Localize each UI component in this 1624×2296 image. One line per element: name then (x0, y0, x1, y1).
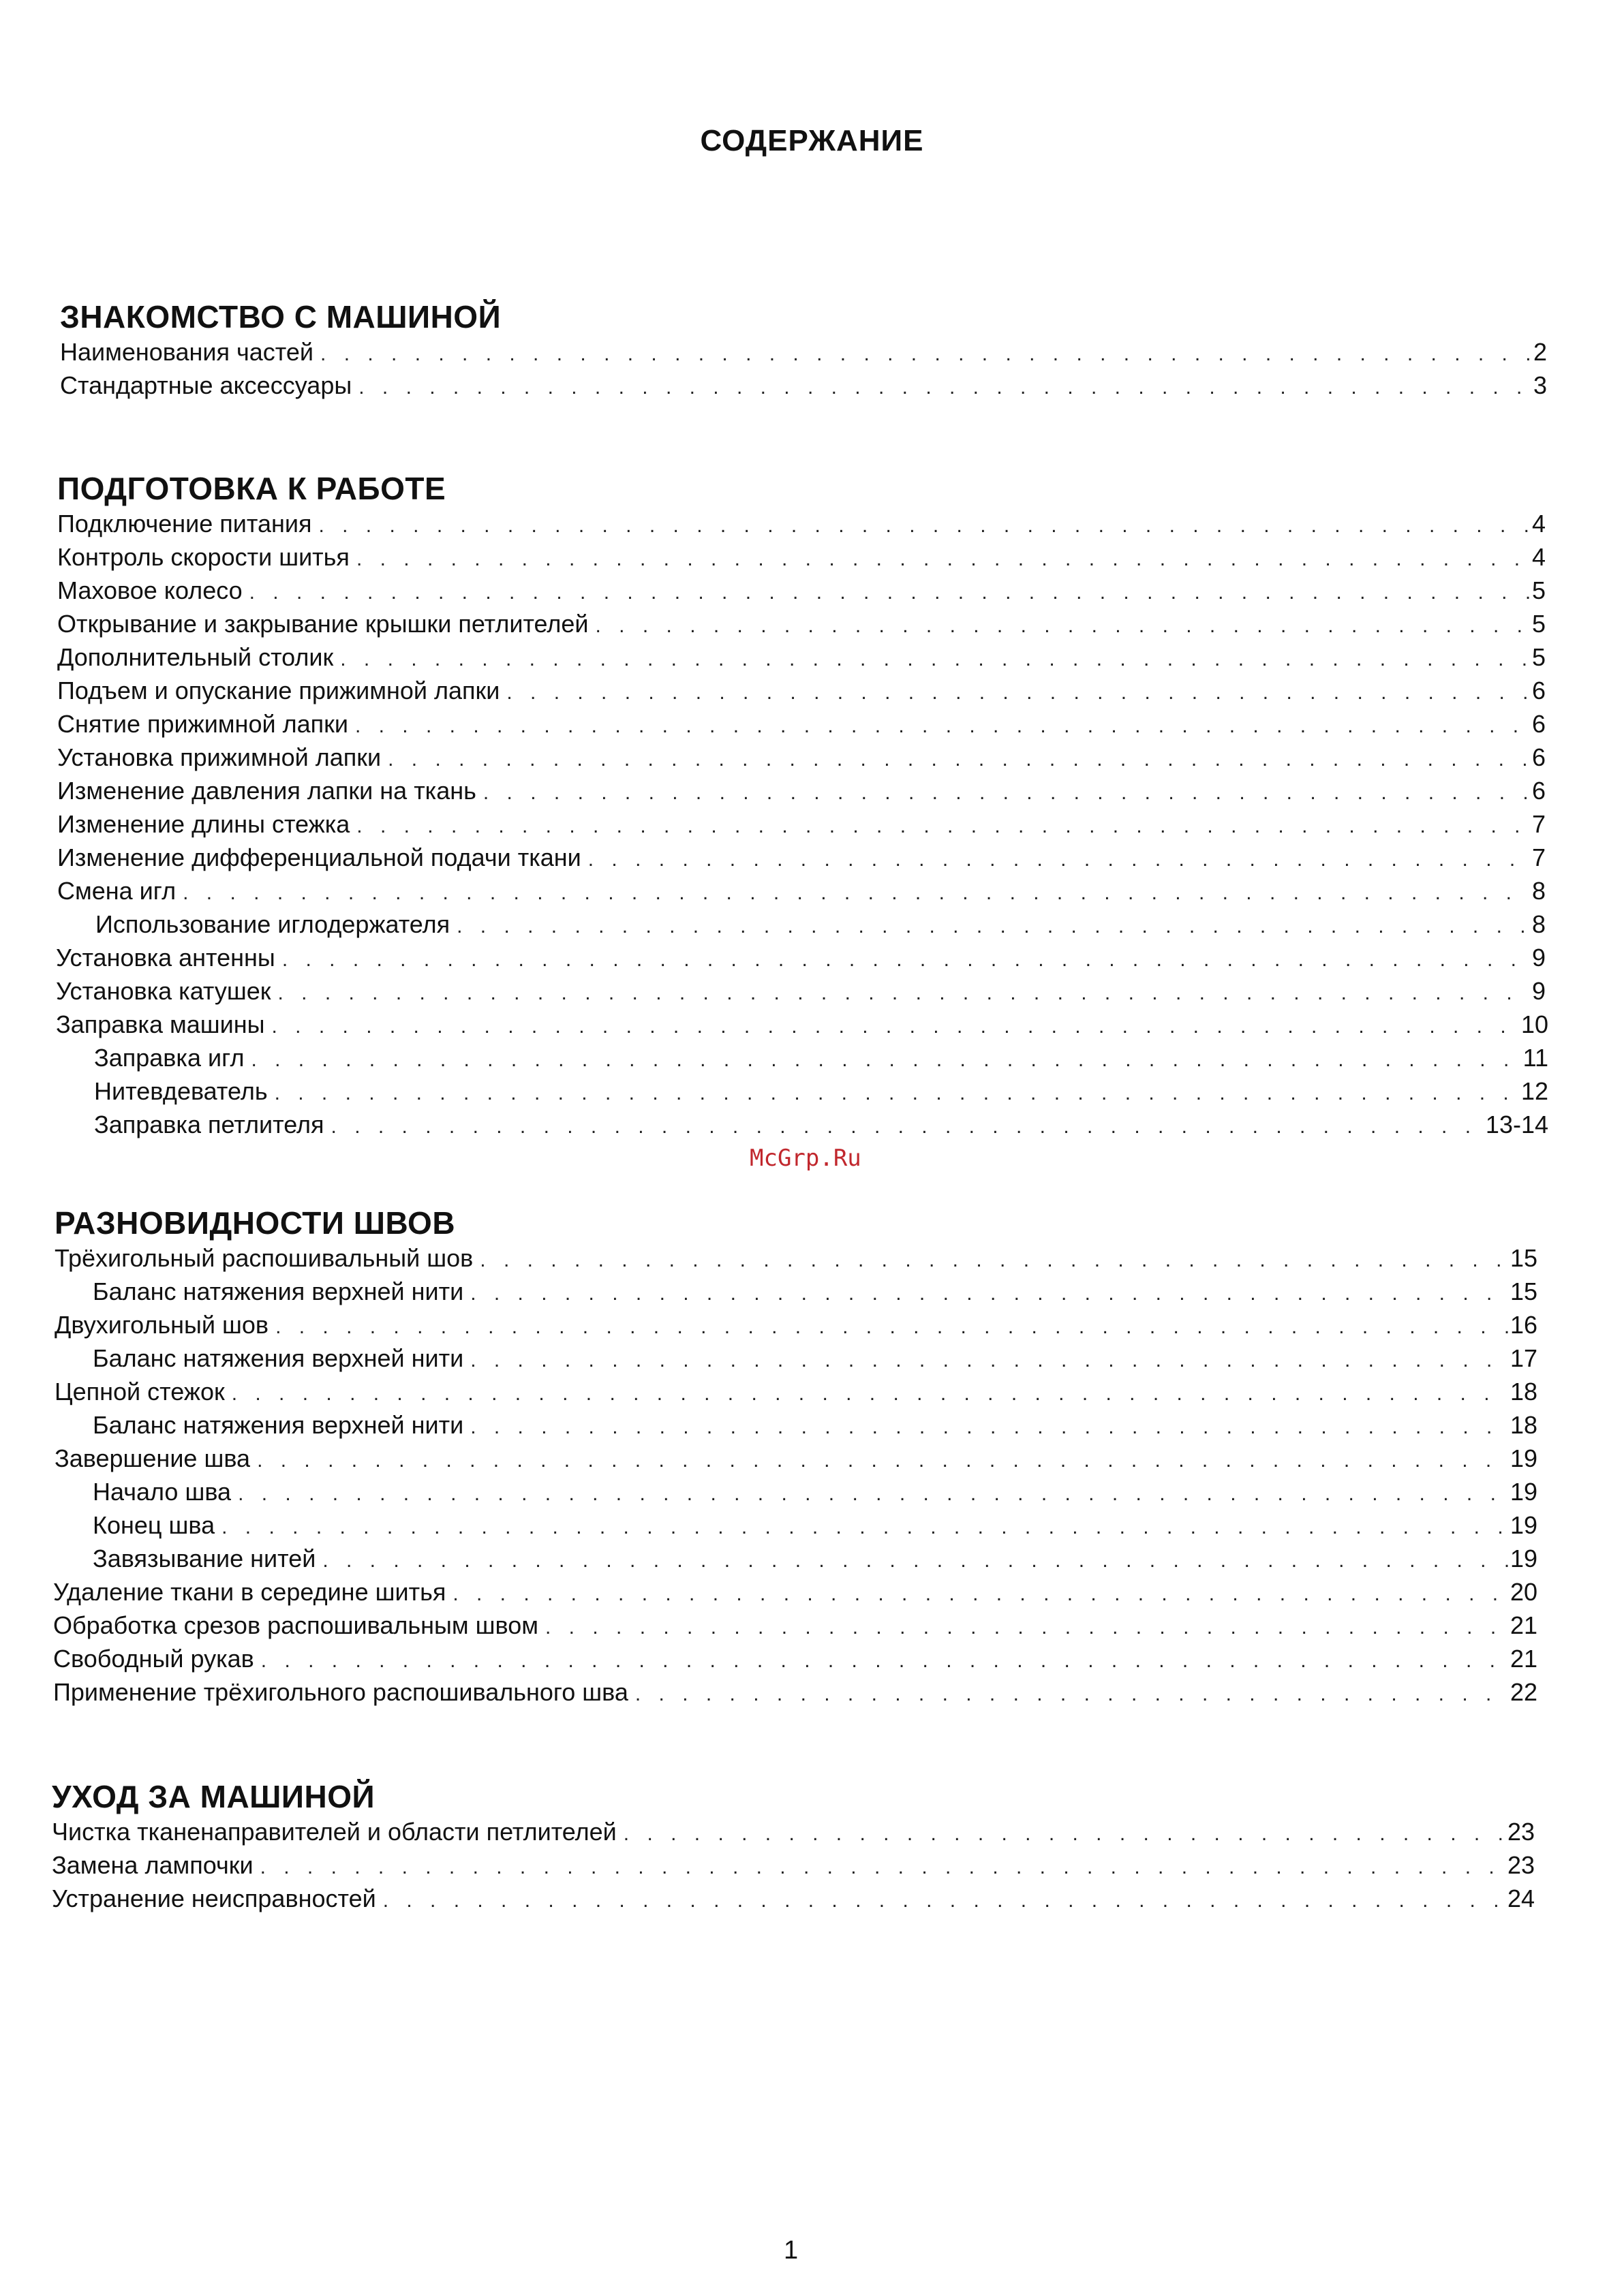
toc-entry[interactable] (52, 1818, 1535, 1850)
toc-entry[interactable] (52, 1884, 1535, 1917)
dot-leader (356, 548, 1531, 571)
toc-entry[interactable] (57, 743, 1546, 776)
toc-entry-page: 12 (1520, 1077, 1548, 1105)
section-heading-intro: ЗНАКОМСТВО С МАШИНОЙ (60, 299, 502, 335)
toc-entry[interactable] (53, 1678, 1537, 1711)
toc-entry-page: 4 (1531, 510, 1546, 538)
toc-entry-label: Баланс натяжения верхней нити (93, 1411, 464, 1439)
dot-leader (388, 748, 1531, 771)
toc-entry[interactable] (57, 877, 1546, 910)
dot-leader (356, 815, 1531, 838)
toc-entry[interactable] (55, 1378, 1537, 1410)
toc-entry[interactable] (57, 777, 1546, 809)
toc-entry-label: Чистка тканенаправителей и области петлителей (52, 1818, 617, 1846)
dot-leader (322, 1549, 1509, 1572)
toc-entry-label: Начало шва (93, 1478, 232, 1506)
dot-leader (272, 1015, 1520, 1038)
toc-entry[interactable] (56, 1010, 1548, 1043)
dot-leader (453, 1583, 1509, 1606)
toc-entry-page: 18 (1510, 1378, 1537, 1406)
toc-entry-label: Использование иглодержателя (95, 910, 450, 938)
section-heading-prep: ПОДГОТОВКА К РАБОТЕ (57, 471, 446, 506)
toc-entry[interactable] (57, 843, 1546, 876)
dot-leader (261, 1649, 1509, 1673)
toc-entry-page: 6 (1531, 743, 1546, 771)
dot-leader (355, 715, 1531, 738)
toc-entry-label: Смена игл (57, 877, 177, 905)
toc-entry[interactable] (60, 371, 1547, 404)
toc-entry-label: Баланс натяжения верхней нити (93, 1344, 464, 1372)
toc-entry-label: Установка прижимной лапки (57, 743, 382, 771)
toc-entry-label: Двухигольный шов (55, 1311, 269, 1339)
dot-leader (506, 681, 1531, 704)
toc-entry-label: Конец шва (93, 1511, 215, 1539)
toc-entry-page: 18 (1510, 1411, 1537, 1439)
toc-entry-page: 9 (1531, 944, 1546, 972)
toc-entry-page: 11 (1522, 1044, 1548, 1072)
dot-leader (249, 581, 1531, 604)
dot-leader (275, 1316, 1509, 1339)
toc-entry-label: Установка антенны (56, 944, 275, 972)
toc-subentry[interactable] (94, 1077, 1548, 1110)
toc-entry-label: Заправка машины (56, 1010, 265, 1038)
section-heading-care: УХОД ЗА МАШИНОЙ (52, 1779, 376, 1814)
toc-entry[interactable] (55, 1444, 1537, 1477)
toc-entry[interactable] (57, 610, 1546, 642)
toc-entry[interactable] (57, 576, 1546, 609)
toc-entry-label: Применение трёхигольного распошивального шва (53, 1678, 628, 1706)
dot-leader (260, 1856, 1506, 1879)
toc-entry-label: Нитевдеватель (94, 1077, 268, 1105)
toc-entry-label: Стандартные аксессуары (60, 371, 352, 399)
toc-subentry[interactable] (93, 1545, 1537, 1577)
toc-entry-label: Изменение давления лапки на ткань (57, 777, 476, 805)
toc-entry-page: 6 (1531, 710, 1546, 738)
toc-entry-label: Заправка игл (94, 1044, 245, 1072)
dot-leader (545, 1616, 1509, 1639)
toc-entry[interactable] (57, 643, 1546, 676)
toc-entry-page: 3 (1533, 371, 1547, 399)
dot-leader (232, 1382, 1509, 1406)
dot-leader (457, 915, 1531, 938)
toc-entry-label: Замена лампочки (52, 1851, 254, 1879)
toc-entry-label: Контроль скорости шитья (57, 543, 350, 571)
toc-entry-label: Обработка срезов распошивальным швом (53, 1611, 539, 1639)
toc-entry-label: Завершение шва (55, 1444, 251, 1472)
toc-entry-label: Маховое колесо (57, 576, 243, 604)
toc-entry-page: 21 (1510, 1611, 1537, 1639)
dot-leader (635, 1683, 1509, 1706)
dot-leader (358, 376, 1532, 399)
dot-leader (624, 1822, 1506, 1846)
section-heading-seams: РАЗНОВИДНОСТИ ШВОВ (55, 1205, 456, 1241)
dot-leader (470, 1349, 1509, 1372)
toc-entry-page: 23 (1507, 1818, 1535, 1846)
toc-entry-label: Снятие прижимной лапки (57, 710, 348, 738)
toc-subentry[interactable] (95, 910, 1546, 943)
dot-leader (483, 781, 1531, 805)
toc-entry-label: Заправка петлителя (94, 1111, 324, 1138)
toc-entry-page: 21 (1510, 1645, 1537, 1673)
toc-entry-label: Свободный рукав (53, 1645, 254, 1673)
toc-entry-page: 5 (1531, 643, 1546, 671)
toc-subentry[interactable] (94, 1044, 1548, 1076)
toc-entry-page: 7 (1531, 843, 1546, 871)
dot-leader (470, 1416, 1509, 1439)
dot-leader (238, 1483, 1509, 1506)
toc-entry-label: Открывание и закрывание крышки петлителей (57, 610, 589, 638)
toc-entry-page: 4 (1531, 543, 1546, 571)
dot-leader (221, 1516, 1509, 1539)
toc-entry[interactable] (57, 677, 1546, 709)
dot-leader (251, 1049, 1521, 1072)
dot-leader (588, 848, 1531, 871)
dot-leader (383, 1889, 1506, 1912)
toc-entry-page: 6 (1531, 677, 1546, 704)
toc-entry[interactable] (57, 510, 1546, 542)
toc-entry-page: 8 (1531, 877, 1546, 905)
toc-entry-page: 19 (1510, 1444, 1537, 1472)
toc-entry[interactable] (57, 710, 1546, 743)
toc-entry[interactable] (57, 543, 1546, 576)
dot-leader (282, 948, 1531, 972)
toc-entry[interactable] (60, 338, 1547, 371)
watermark: McGrp.Ru (750, 1145, 861, 1172)
toc-entry-page: 15 (1510, 1277, 1537, 1305)
toc-entry-label: Изменение дифференциальной подачи ткани (57, 843, 581, 871)
dot-leader (275, 1082, 1520, 1105)
toc-entry-page: 7 (1531, 810, 1546, 838)
toc-entry-label: Подъем и опускание прижимной лапки (57, 677, 500, 704)
toc-entry[interactable] (55, 1244, 1537, 1277)
toc-entry-page: 10 (1520, 1010, 1548, 1038)
toc-entry-page: 19 (1510, 1545, 1537, 1572)
toc-subentry[interactable] (94, 1111, 1548, 1143)
page-number: 1 (784, 2236, 799, 2265)
toc-entry-label: Устранение неисправностей (52, 1884, 376, 1912)
page-title: СОДЕРЖАНИЕ (700, 124, 924, 157)
toc-entry-label: Цепной стежок (55, 1378, 225, 1406)
dot-leader (183, 882, 1531, 905)
toc-entry-page: 20 (1510, 1578, 1537, 1606)
toc-subentry[interactable] (93, 1411, 1537, 1444)
toc-subentry[interactable] (93, 1277, 1537, 1310)
dot-leader (480, 1249, 1509, 1272)
toc-entry-page: 17 (1510, 1344, 1537, 1372)
toc-entry[interactable] (53, 1578, 1537, 1611)
toc-entry-page: 22 (1510, 1678, 1537, 1706)
toc-entry-page: 5 (1531, 610, 1546, 638)
dot-leader (318, 514, 1531, 538)
toc-entry[interactable] (53, 1611, 1537, 1644)
toc-entry-page: 9 (1531, 977, 1546, 1005)
toc-entry-label: Дополнительный столик (57, 643, 334, 671)
toc-entry-label: Завязывание нитей (93, 1545, 316, 1572)
toc-entry[interactable] (56, 944, 1546, 976)
toc-subentry[interactable] (93, 1344, 1537, 1377)
dot-leader (596, 615, 1531, 638)
toc-entry-page: 16 (1510, 1311, 1537, 1339)
toc-entry-label: Установка катушек (56, 977, 271, 1005)
toc-entry-label: Баланс натяжения верхней нити (93, 1277, 464, 1305)
toc-entry[interactable] (55, 1311, 1537, 1344)
toc-entry[interactable] (53, 1645, 1537, 1677)
toc-entry-label: Удаление ткани в середине шитья (53, 1578, 446, 1606)
toc-entry-label: Наименования частей (60, 338, 314, 366)
dot-leader (320, 343, 1532, 366)
toc-entry-page: 19 (1510, 1478, 1537, 1506)
toc-subentry[interactable] (93, 1511, 1537, 1544)
toc-entry[interactable] (57, 810, 1546, 843)
toc-entry-label: Изменение длины стежка (57, 810, 350, 838)
toc-entry-page: 2 (1533, 338, 1547, 366)
toc-entry-page: 24 (1507, 1884, 1535, 1912)
toc-entry-page: 13-14 (1485, 1111, 1548, 1138)
toc-entry-page: 19 (1510, 1511, 1537, 1539)
toc-entry-label: Трёхигольный распошивальный шов (55, 1244, 474, 1272)
dot-leader (340, 648, 1531, 671)
dot-leader (331, 1115, 1484, 1138)
dot-leader (257, 1449, 1509, 1472)
toc-entry-page: 6 (1531, 777, 1546, 805)
toc-entry-page: 5 (1531, 576, 1546, 604)
toc-subentry[interactable] (93, 1478, 1537, 1510)
toc-entry[interactable] (52, 1851, 1535, 1884)
toc-entry[interactable] (56, 977, 1546, 1010)
toc-entry-page: 23 (1507, 1851, 1535, 1879)
dot-leader (470, 1282, 1509, 1305)
toc-entry-page: 15 (1510, 1244, 1537, 1272)
dot-leader (277, 982, 1530, 1005)
toc-entry-label: Подключение питания (57, 510, 312, 538)
toc-entry-page: 8 (1531, 910, 1546, 938)
